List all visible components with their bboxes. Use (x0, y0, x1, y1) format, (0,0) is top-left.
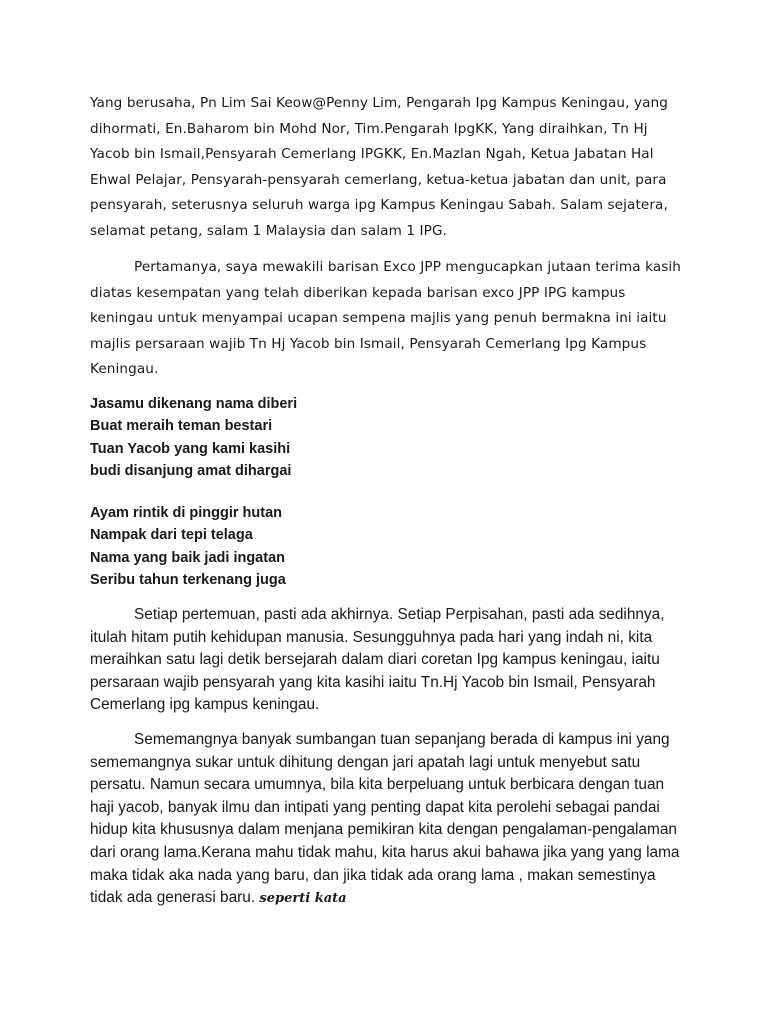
pantun-line: Seribu tahun terkenang juga (90, 571, 286, 588)
pantun-stanza-1 (90, 393, 690, 482)
contribution-text: Sememangnya banyak sumbangan tuan sepanjang berada di kampus ini yang sememangnya sukar untuk dihitung dengan jari apatah lagi untuk menyebut satu persatu. Namun secara umumnya, bila kita berpeluang untuk berbicara dengan tuan haji yacob, banyak ilmu dan intipati yang penting dapat kita perolehi sebagai pandai hidup kita khususnya dalam menjana pemikiran kita dengan pengalaman-pengalaman dari orang lama.Kerana mahu tidak mahu, kita harus akui bahawa jika yang yang lama maka tidak aka nada yang baru, dan jika tidak ada orang lama , makan semestinya tidak ada generasi baru. (90, 731, 680, 907)
pantun-line: Jasamu dikenang nama diberi (90, 396, 298, 412)
paragraph-contribution (90, 729, 690, 911)
opening-greeting (90, 91, 690, 244)
contribution-section (90, 729, 690, 911)
paragraph-greeting: Yang berusaha, Pn Lim Sai Keow@Penny Lim, Pengarah Ipg Kampus Keningau, yang dihormati, En.Baharom bin Mohd Nor, Tim.Pengarah IpgKK, Yang diraihkan, Tn Hj Yacob bin Ismail,Pensyarah Cemerlang IPGKK, En.Mazlan Ngah, Ketua Jabatan Hal Ehwal Pelajar, Pensyarah-pensyarah cemerlang, ketua-ketua jabatan dan unit, para pensyarah, seterusnya seluruh warga ipg Kampus Keningau Sabah. Salam sejatera, selamat petang, salam 1 Malaysia dan salam 1 IPG. (90, 95, 668, 239)
pantun-line: Buat meraih teman bestari (90, 418, 273, 435)
farewell-section (90, 604, 690, 717)
quote-lead-in: seperti kata (259, 891, 347, 907)
pantun-line: Nama yang baik jadi ingatan (90, 549, 285, 566)
pantun-line: Ayam rintik di pinggir hutan (90, 505, 282, 521)
pantun-line: budi disanjung amat dihargai (90, 462, 292, 479)
pantun-stanza-2 (90, 502, 690, 591)
paragraph-farewell: Setiap pertemuan, pasti ada akhirnya. Setiap Perpisahan, pasti ada sedihnya, itulah hitam putih kehidupan manusia. Sesungguhnya pada hari yang indah ni, kita meraihkan satu lagi detik bersejarah dalam diari coretan Ipg kampus keningau, iaitu persaraan wajib pensyarah yang kita kasihi iaitu Tn.Hj Yacob bin Ismail, Pensyarah Cemerlang ipg kampus keningau. (90, 606, 665, 714)
paragraph-thanks: Pertamanya, saya mewakili barisan Exco JPP mengucapkan jutaan terima kasih diatas kesempatan yang telah diberikan kepada barisan exco JPP IPG kampus keningau untuk menyampai ucapan sempena majlis yang penuh bermakna ini iaitu majlis persaraan wajib Tn Hj Yacob bin Ismail, Pensyarah Cemerlang Ipg Kampus Keningau. (90, 259, 682, 377)
opening-thanks (90, 255, 690, 383)
pantun-line: Nampak dari tepi telaga (90, 527, 253, 544)
pantun-line: Tuan Yacob yang kami kasihi (90, 440, 291, 457)
